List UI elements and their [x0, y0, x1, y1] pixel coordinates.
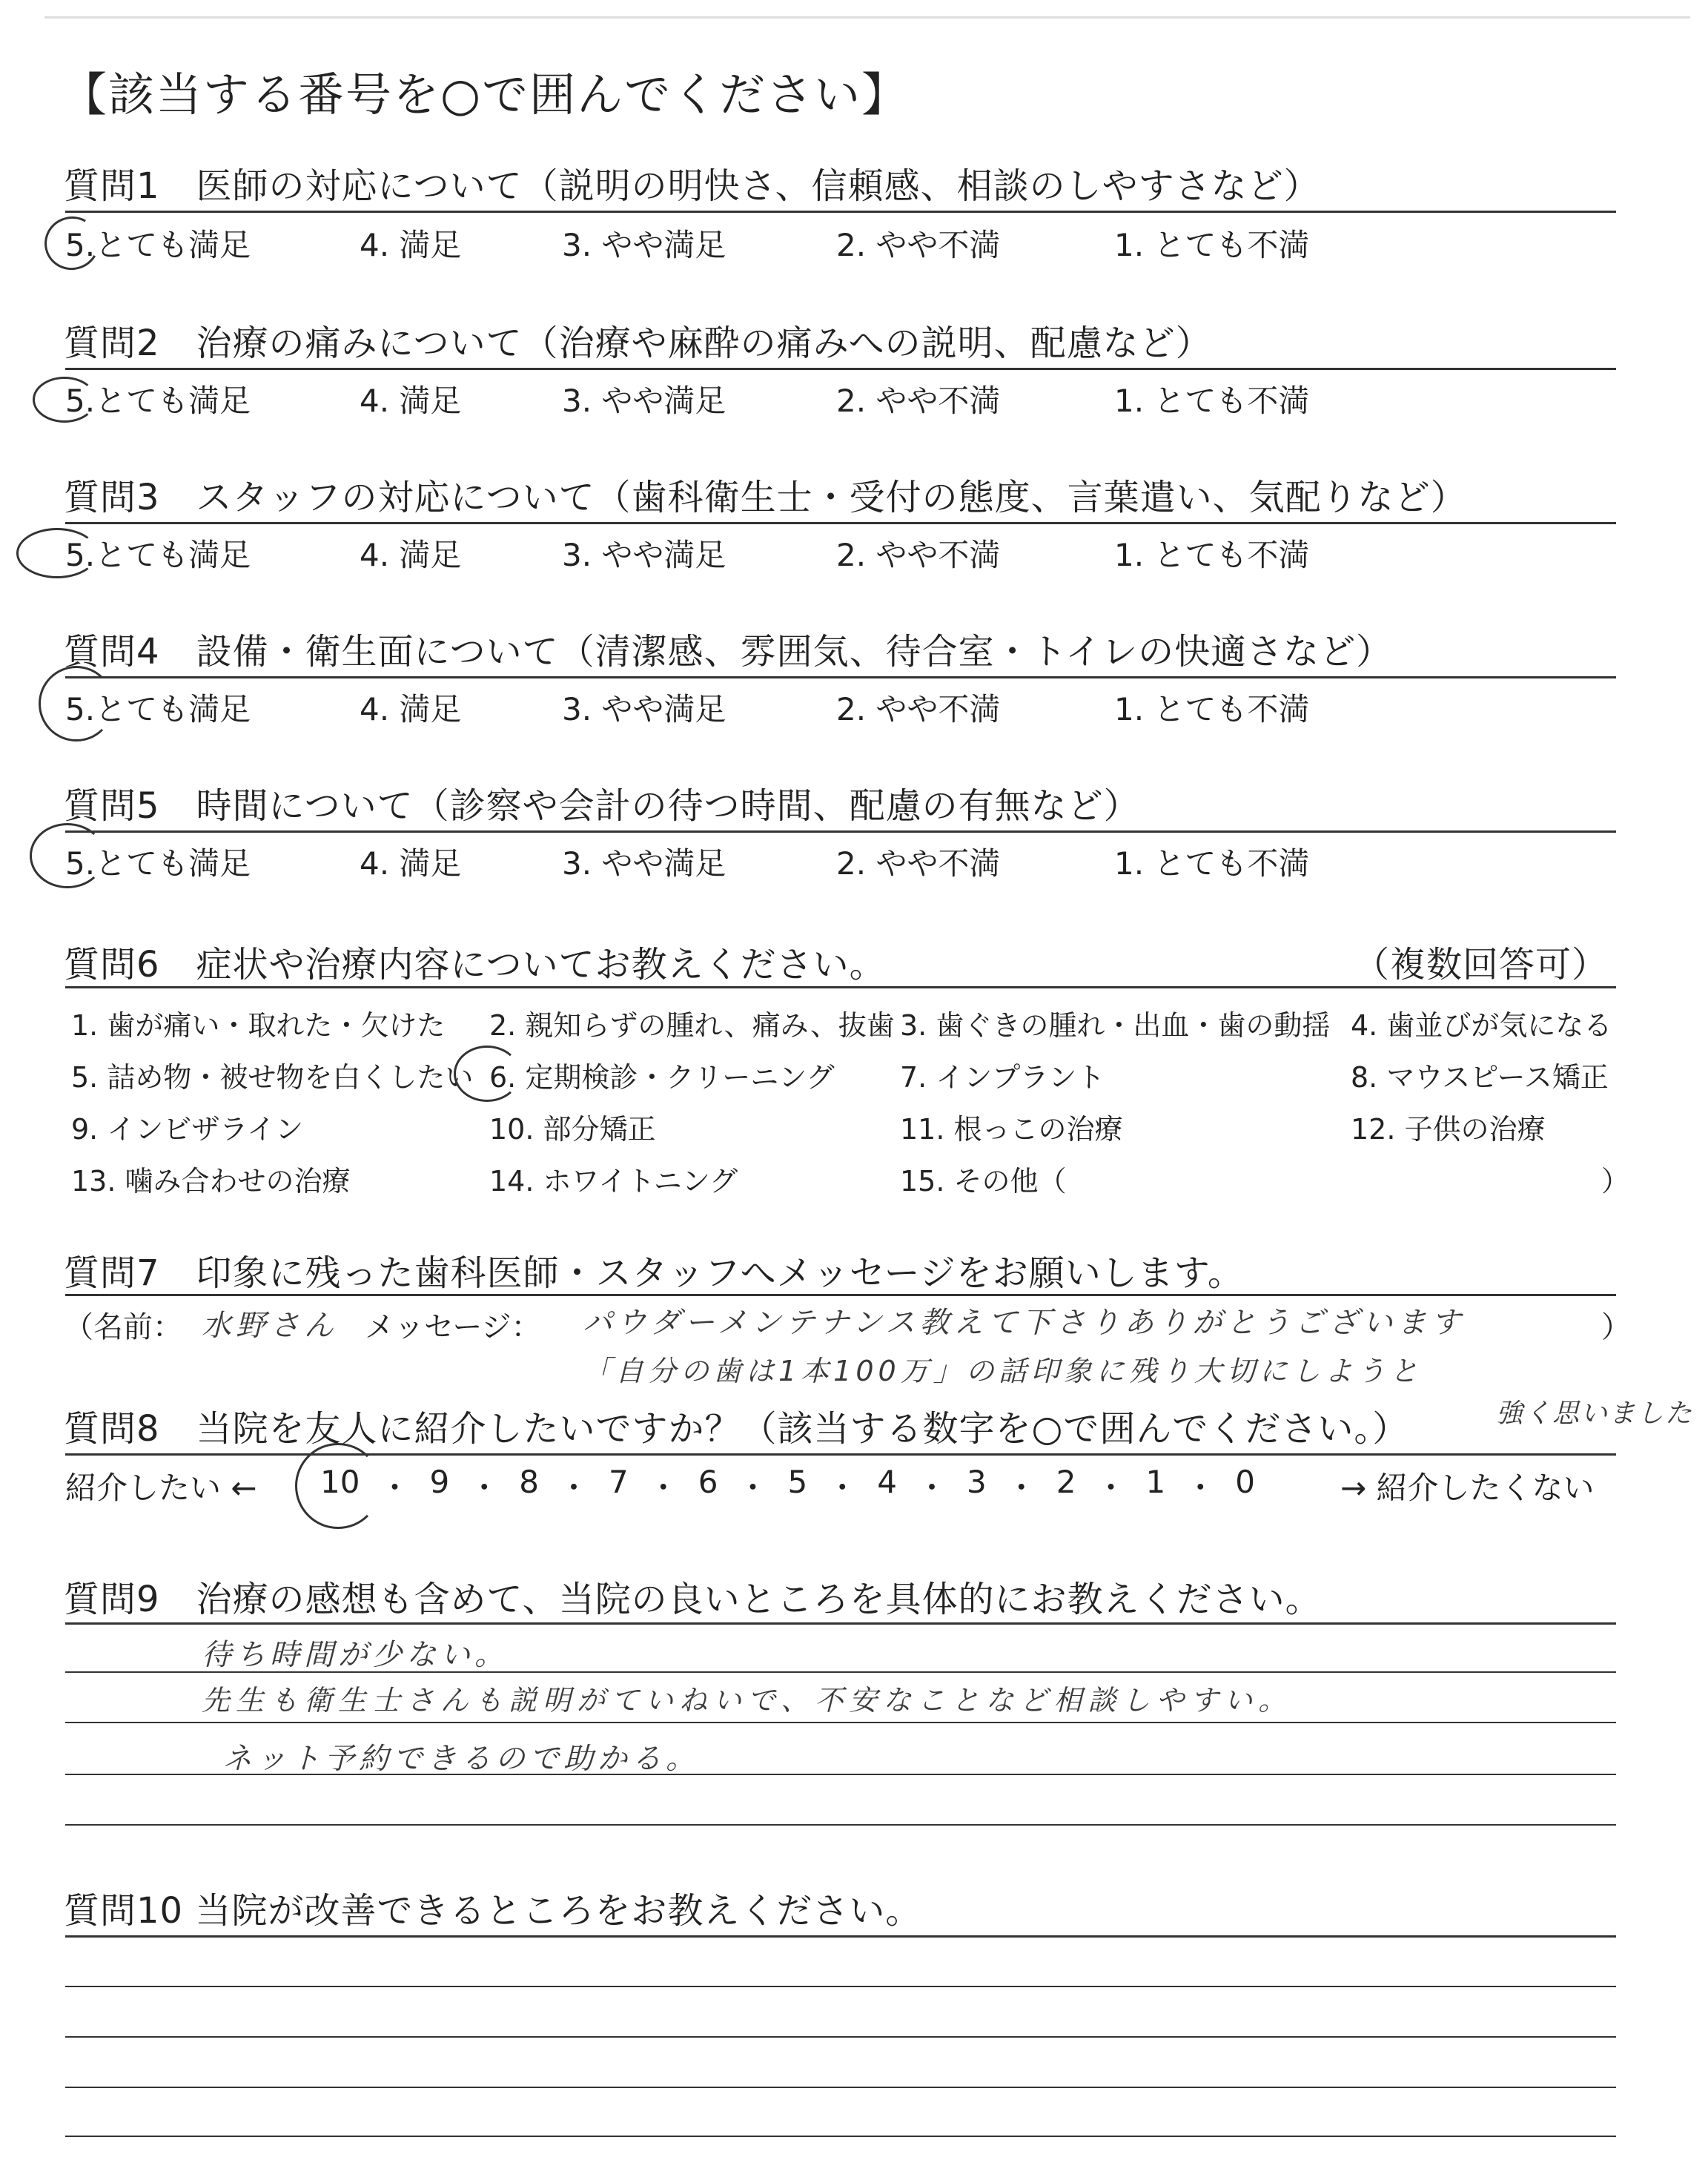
- q7-title: 質問7 印象に残った歯科医師・スタッフへメッセージをお願いします。: [64, 1252, 1244, 1294]
- q6-item-12[interactable]: 12. 子供の治療: [1351, 1113, 1546, 1146]
- q1-option-3[interactable]: 3. やや満足: [562, 227, 726, 263]
- q1-title: 質問1 医師の対応について（説明の明快さ、信頼感、相談のしやすさなど）: [64, 165, 1320, 207]
- scale-dot: ・: [647, 1470, 679, 1506]
- q7-message-line1[interactable]: パウダーメンテナンス教えて下さりありがとうございます: [583, 1306, 1466, 1340]
- scale-value-9[interactable]: 9: [429, 1464, 450, 1500]
- q7-message-line3[interactable]: 強く思いました: [1496, 1398, 1694, 1429]
- q5-rule: [65, 830, 1616, 833]
- q7-message-line2[interactable]: 「自分の歯は1本100万」の話印象に残り大切にしようと: [583, 1355, 1423, 1387]
- q5-option-1[interactable]: 1. とても不満: [1114, 845, 1310, 882]
- scale-value-4[interactable]: 4: [877, 1464, 897, 1500]
- q7-rule: [65, 1294, 1616, 1296]
- scale-dot: ・: [1185, 1470, 1217, 1506]
- scale-value-10[interactable]: 10: [320, 1464, 360, 1500]
- q3-title: 質問3 スタッフの対応について（歯科衛生士・受付の態度、言葉遣い、気配りなど）: [64, 477, 1467, 518]
- q10-rule-2: [65, 2036, 1616, 2038]
- option-number: 5.: [65, 537, 96, 573]
- option-label: とても満足: [95, 537, 251, 573]
- scale-dot: ・: [737, 1470, 769, 1506]
- q8-right-label: → 紹介したくない: [1340, 1470, 1595, 1506]
- q6-item-9[interactable]: 9. インビザライン: [71, 1113, 304, 1146]
- q9-rule-2: [65, 1722, 1616, 1723]
- q6-item-6[interactable]: 6. 定期検診・クリーニング: [489, 1061, 835, 1094]
- scale-dot: ・: [827, 1470, 858, 1506]
- q9-title: 質問9 治療の感想も含めて、当院の良いところを具体的にお教えください。: [64, 1579, 1322, 1620]
- option-label: とても満足: [95, 845, 251, 882]
- option-number: 5.: [65, 383, 96, 419]
- q6-item-14[interactable]: 14. ホワイトニング: [489, 1165, 738, 1198]
- q9-rule-0: [65, 1622, 1616, 1625]
- option-label: とても満足: [95, 691, 251, 727]
- q9-rule-4: [65, 1824, 1616, 1826]
- q9-answer-line-1[interactable]: 待ち時間が少ない。: [202, 1638, 509, 1672]
- q2-title: 質問2 治療の痛みについて（治療や麻酔の痛みへの説明、配慮など）: [64, 323, 1212, 364]
- q7-name-value[interactable]: 水野さん: [202, 1309, 338, 1343]
- scale-dot: ・: [1005, 1470, 1037, 1506]
- q4-option-1[interactable]: 1. とても不満: [1114, 691, 1310, 727]
- q3-option-1[interactable]: 1. とても不満: [1114, 537, 1310, 573]
- q10-title: 質問10 当院が改善できるところをお教えください。: [64, 1890, 922, 1932]
- q8-title: 質問8 当院を友人に紹介したいですか？（該当する数字を○で囲んでください。）: [64, 1408, 1409, 1450]
- q6-item-2[interactable]: 2. 親知らずの腫れ、痛み、抜歯: [489, 1009, 895, 1042]
- q6-item-7[interactable]: 7. インプラント: [900, 1061, 1105, 1094]
- q5-title: 質問5 時間について（診察や会計の待つ時間、配慮の有無など）: [64, 785, 1140, 827]
- q6-item-4[interactable]: 4. 歯並びが気になる: [1351, 1009, 1612, 1042]
- scale-value-7[interactable]: 7: [608, 1464, 629, 1500]
- q8-left-label: 紹介したい ←: [65, 1470, 257, 1506]
- scale-value-2[interactable]: 2: [1056, 1464, 1076, 1500]
- q6-item-15[interactable]: 15. その他（: [900, 1165, 1067, 1198]
- scale-value-6[interactable]: 6: [698, 1464, 718, 1500]
- selection-circle-q1: [39, 211, 105, 277]
- q7-message-close: ）: [1601, 1310, 1631, 1344]
- q2-option-4[interactable]: 4. 満足: [360, 383, 462, 419]
- page-title: 【該当する番号を○で囲んでください】: [61, 67, 910, 122]
- q4-option-4[interactable]: 4. 満足: [360, 691, 462, 727]
- q6-item-8[interactable]: 8. マウスピース矯正: [1351, 1061, 1609, 1094]
- selection-circle-q4: [39, 666, 114, 742]
- q6-title: 質問6 症状や治療内容についてお教えください。: [64, 944, 886, 985]
- q3-option-2[interactable]: 2. やや不満: [836, 537, 1001, 573]
- q6-note: （複数回答可）: [1354, 944, 1609, 985]
- option-label: とても満足: [95, 383, 251, 419]
- selection-circle-q3: [16, 528, 98, 578]
- option-number: 5.: [65, 691, 96, 727]
- q1-rule: [65, 211, 1616, 213]
- option-label: とても満足: [95, 227, 251, 263]
- q6-item-5[interactable]: 5. 詰め物・被せ物を白くしたい: [71, 1061, 474, 1094]
- q8-scale: [320, 1464, 1255, 1508]
- q6-rule: [65, 986, 1616, 988]
- selection-circle-q5: [30, 823, 105, 888]
- scale-value-1[interactable]: 1: [1145, 1464, 1166, 1500]
- scale-dot: ・: [469, 1470, 500, 1506]
- q6-item-11[interactable]: 11. 根っこの治療: [900, 1113, 1123, 1146]
- scale-dot: ・: [1095, 1470, 1127, 1506]
- q3-option-4[interactable]: 4. 満足: [360, 537, 462, 573]
- top-border: [44, 16, 1690, 19]
- q10-rule-0: [65, 1935, 1616, 1938]
- scale-dot: ・: [379, 1470, 411, 1506]
- option-number: 5.: [65, 227, 96, 263]
- q4-option-3[interactable]: 3. やや満足: [562, 691, 726, 727]
- q10-rule-1: [65, 1986, 1616, 1987]
- q7-name-label: （名前：: [64, 1310, 182, 1344]
- q3-rule: [65, 522, 1616, 524]
- q1-option-2[interactable]: 2. やや不満: [836, 227, 1001, 263]
- scale-value-0[interactable]: 0: [1235, 1464, 1255, 1500]
- scale-value-3[interactable]: 3: [966, 1464, 987, 1500]
- q2-rule: [65, 368, 1616, 370]
- q4-rule: [65, 676, 1616, 678]
- q8-rule: [65, 1453, 1616, 1456]
- q4-title: 質問4 設備・衛生面について（清潔感、雰囲気、待合室・トイレの快適さなど）: [64, 631, 1393, 673]
- q10-rule-3: [65, 2087, 1616, 2088]
- q4-option-2[interactable]: 2. やや不満: [836, 691, 1001, 727]
- q5-option-4[interactable]: 4. 満足: [360, 845, 462, 882]
- scale-dot: ・: [916, 1470, 947, 1506]
- q6-item-15-close: ）: [1601, 1165, 1630, 1198]
- selection-circle-q6: [454, 1046, 520, 1102]
- q10-rule-4: [65, 2136, 1616, 2137]
- q5-option-2[interactable]: 2. やや不満: [836, 845, 1001, 882]
- q3-option-3[interactable]: 3. やや満足: [562, 537, 726, 573]
- q6-item-3[interactable]: 3. 歯ぐきの腫れ・出血・歯の動揺: [900, 1009, 1331, 1042]
- q2-option-1[interactable]: 1. とても不満: [1114, 383, 1310, 419]
- q2-option-3[interactable]: 3. やや満足: [562, 383, 726, 419]
- q6-item-1[interactable]: 1. 歯が痛い・取れた・欠けた: [71, 1009, 446, 1042]
- q6-item-13[interactable]: 13. 噛み合わせの治療: [71, 1165, 351, 1198]
- q1-option-4[interactable]: 4. 満足: [360, 227, 462, 263]
- scale-value-5[interactable]: 5: [787, 1464, 808, 1500]
- q2-option-2[interactable]: 2. やや不満: [836, 383, 1001, 419]
- selection-circle-q8: [295, 1443, 381, 1529]
- q1-option-1[interactable]: 1. とても不満: [1114, 227, 1310, 263]
- scale-dot: ・: [557, 1470, 589, 1506]
- q9-answer-line-2[interactable]: 先生も衛生士さんも説明がていねいで、不安なことなど相談しやすい。: [202, 1684, 1293, 1717]
- q6-item-10[interactable]: 10. 部分矯正: [489, 1113, 656, 1146]
- selection-circle-q2: [33, 377, 96, 423]
- option-number: 5.: [65, 845, 96, 882]
- scale-value-8[interactable]: 8: [519, 1464, 539, 1500]
- q9-answer-line-3[interactable]: ネット予約できるので助かる。: [222, 1742, 700, 1776]
- q5-option-3[interactable]: 3. やや満足: [562, 845, 726, 882]
- q7-message-label: メッセージ：: [365, 1310, 541, 1344]
